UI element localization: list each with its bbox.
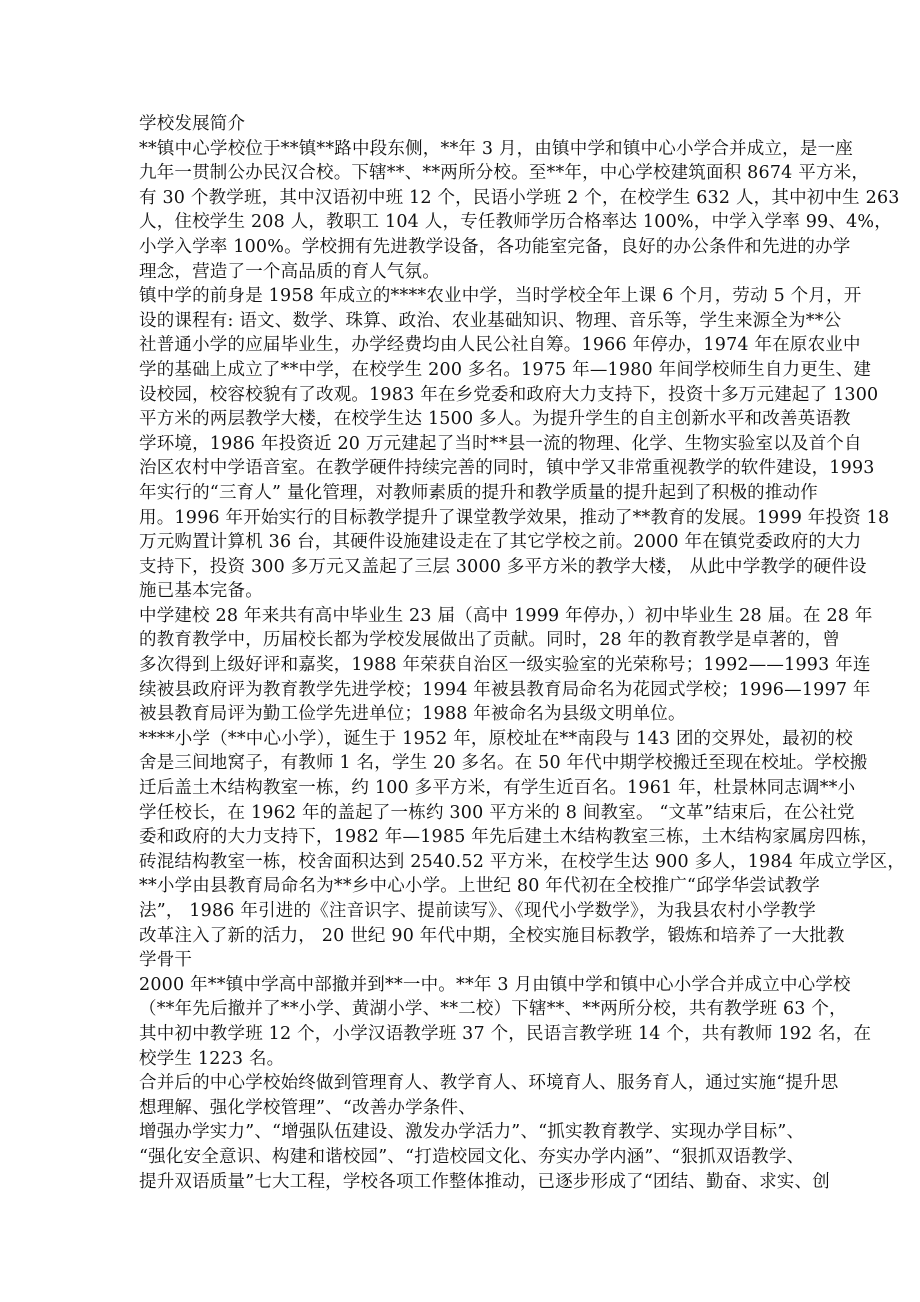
text-line: 增强办学实力”、“增强队伍建设、激发办学活力”、“抓实教育教学、实现办学目标”、 [139,1122,805,1143]
text-line: **镇中心学校位于**镇**路中段东侧，**年 3 月，由镇中学和镇中心小学合并成立，是一座 [139,138,853,159]
text-line: 迁后盖土木结构教室一栋，约 100 多平方米，有学生近百名。1961 年，杜景林同志调**小 [139,778,856,799]
text-line: 被县教育局评为勤工俭学先进单位；1988 年被命名为县级文明单位。 [139,704,686,725]
text-line: 砖混结构教室一栋，校舍面积达到 2540.52 平方米，在校学生达 900 多人，1984 年成立学区， [139,851,906,872]
paragraph [139,973,872,1071]
text-line: 学的基础上成立了**中学，在校学生 200 多名。1975 年—1980 年间学校师生自力更生、建 [139,359,872,380]
text-line: **小学由县教育局命名为**乡中心小学。上世纪 80 年代初在全校推广“邱学华尝试教学 [139,876,820,897]
text-line: 镇中学的前身是 1958 年成立的****农业中学，当时学校全年上课 6 个月，劳动 5 个月，开 [139,286,862,307]
text-line: 学骨干 [139,950,193,971]
text-line: 万元购置计算机 36 台，其硬件设施建设走在了其它学校之前。2000 年在镇党委政府的大力 [139,532,862,553]
text-line: 用。1996 年开始实行的目标教学提升了课堂教学效果，推动了**教育的发展。1999 年投资 18 [139,507,890,528]
text-line: 设的课程有: 语文、数学、珠算、政治、农业基础知识、物理、音乐等，学生来源全为**公 [139,310,842,331]
text-line: 理念，营造了一个高品质的育人气氛。 [139,261,440,282]
paragraph [139,284,890,604]
text-line: 学任校长，在 1962 年的盖起了一栋约 300 平方米的 8 间教室。 “文革”结束后，在公社党 [139,802,855,823]
text-line: 年实行的“三育人” 量化管理，对教师素质的提升和教学质量的提升起到了积极的推动作 [139,482,818,503]
text-line: 的教育教学中，历届校长都为学校发展做出了贡献。同时，28 年的教育教学是卓著的，曾 [139,630,841,651]
text-line: 委和政府的大力支持下，1982 年—1985 年先后建土木结构教室三栋，土木结构家属房四栋， [139,827,879,848]
document-title: 学校发展简介 [139,114,246,134]
text-line: 社普通小学的应届毕业生，办学经费均由人民公社自筹。1966 年停办，1974 年在原农业中 [139,335,861,356]
document-body [139,137,906,1195]
text-line: “强化安全意识、构建和谐校园”、“打造校园文化、夯实办学内涵”、“狠抓双语教学、 [139,1146,805,1167]
text-line: 想理解、强化学校管理”、“改善办学条件、 [139,1097,476,1118]
text-line: 支持下，投资 300 多万元又盖起了三层 3000 多平方米的教学大楼， 从此中学教学的硬件设 [139,556,867,577]
paragraph [139,727,906,973]
text-line: 其中初中教学班 12 个，小学汉语教学班 37 个，民语言教学班 14 个，共有教师 192 名，在 [139,1023,872,1044]
text-line: 2000 年**镇中学高中部撤并到**一中。**年 3 月由镇中学和镇中心小学合并成立中心学校 [139,974,851,995]
text-line: 平方米的两层教学大楼，在校学生达 1500 多人。为提升学生的自主创新水平和改善英语教 [139,409,851,430]
text-line: 施已基本完备。 [139,581,263,602]
paragraph [139,137,900,285]
text-line: 设校园，校容校貌有了改观。1983 年在乡党委和政府大力支持下，投资十多万元建起了 1300 [139,384,879,405]
paragraph [139,604,873,727]
paragraph [139,1071,839,1194]
text-line: （**年先后撤并了**小学、黄湖小学、**二校）下辖**、**两所分校，共有教学班 63 个， [139,999,847,1020]
text-line: 中学建校 28 年来共有高中毕业生 23 届（高中 1999 年停办，）初中毕业生 28 届。在 28 年 [139,605,873,626]
text-line: 舍是三间地窝子，有教师 1 名，学生 20 多名。在 50 年代中期学校搬迁至现在校址。学校搬 [139,753,868,774]
text-line: 九年一贯制公办民汉合校。下辖**、**两所分校。至**年，中心学校建筑面积 8674 平方米， [139,163,870,184]
text-line: 续被县政府评为教育教学先进学校；1994 年被县教育局命名为花园式学校；1996—1997 年 [139,679,871,700]
text-line: 多次得到上级好评和嘉奖，1988 年荣获自治区一级实验室的光荣称号；1992——1993 年连 [139,655,871,676]
text-line: 法”， 1986 年引进的《注音识字、提前读写》、《现代小学数学》，为我县农村小学教学 [139,901,816,921]
text-line: 改革注入了新的活力， 20 世纪 90 年代中期，全校实施目标教学，锻炼和培养了一大批教 [139,925,845,946]
text-line: ****小学（**中心小学），诞生于 1952 年，原校址在**南段与 143 团的交界处，最初的校 [139,728,853,749]
text-line: 学环境，1986 年投资近 20 万元建起了当时**县一流的物理、化学、生物实验室以及首个自 [139,433,862,454]
text-line: 治区农村中学语音室。在教学硬件持续完善的同时，镇中学又非常重视教学的软件建设，1993 [139,458,875,479]
text-line: 提升双语质量”七大工程，学校各项工作整体推动，已逐步形成了“团结、勤奋、求实、创 [139,1171,830,1192]
text-line: 有 30 个教学班，其中汉语初中班 12 个，民语小学班 2 个，在校学生 632 人，其中初中生 263 [139,187,900,208]
text-line: 校学生 1223 名。 [139,1048,285,1069]
document-page [139,112,906,1194]
text-line: 人，住校学生 208 人，教职工 104 人，专任教师学历合格率达 100%，中学入学率 99、4%， [139,212,892,233]
text-line: 合并后的中心学校始终做到管理育人、教学育人、环境育人、服务育人，通过实施“提升思 [139,1073,839,1094]
text-line: 小学入学率 100%。学校拥有先进教学设备，各功能室完备，良好的办公条件和先进的办学 [139,236,851,257]
